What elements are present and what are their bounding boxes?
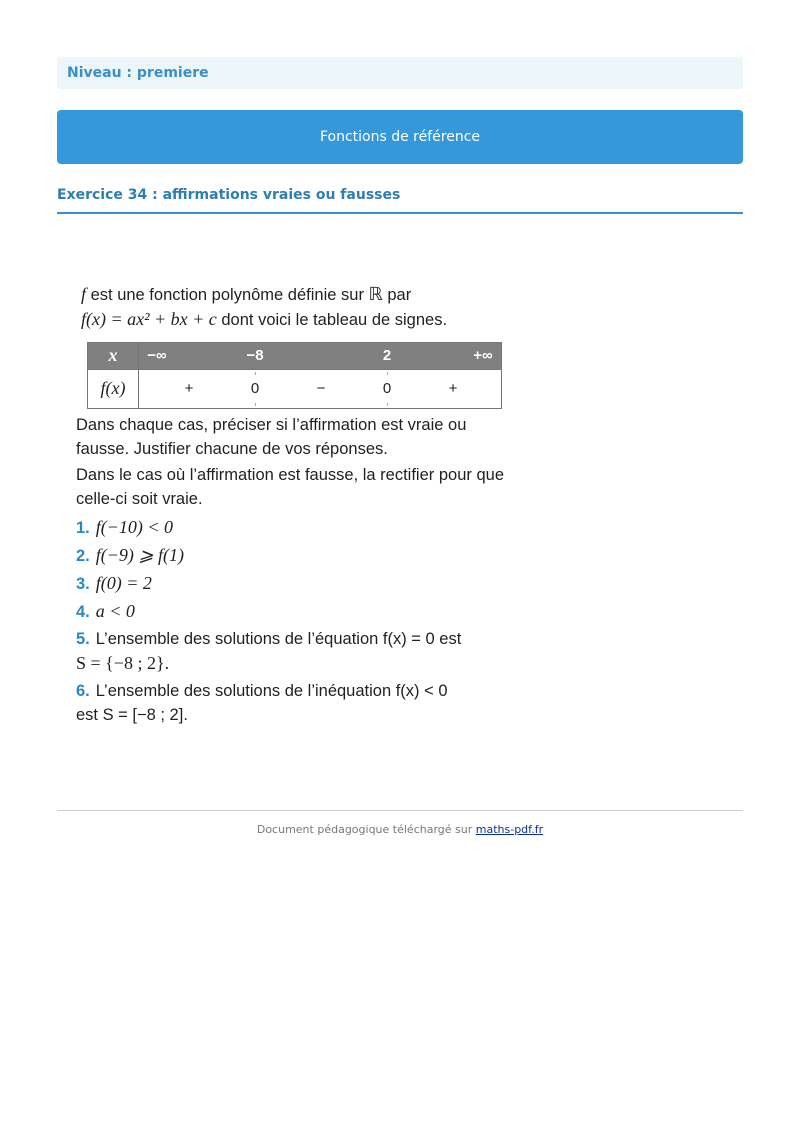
footer-link[interactable]: maths-pdf.fr bbox=[475, 823, 544, 836]
x-value-2: 2 bbox=[382, 347, 392, 364]
footer-divider bbox=[57, 810, 743, 811]
sign-plus-2: + bbox=[448, 380, 458, 397]
intro-expression: f(x) = ax² + bx + c bbox=[81, 309, 217, 329]
x-value-minus-8: −8 bbox=[246, 347, 264, 364]
intro-R: ℝ bbox=[368, 284, 383, 304]
sign-plus-1: + bbox=[184, 380, 194, 397]
instruction-2: Dans le cas où l’affirmation est fausse, la rectifier pour que celle-ci soit vraie. bbox=[76, 466, 504, 508]
instruction-1: Dans chaque cas, préciser si l’affirmation est vraie ou fausse. Justifier chacune de vos réponses. bbox=[76, 416, 467, 458]
intro-line-2 bbox=[76, 307, 516, 332]
sign-table bbox=[87, 342, 502, 409]
intro-par: par bbox=[382, 286, 412, 304]
footer-text: Document pédagogique téléchargé sur bbox=[256, 823, 476, 836]
exercise-title: Exercice 34 : affirmations vraies ou fausses bbox=[57, 184, 743, 214]
question-5-line-2: S = {−8 ; 2}. bbox=[76, 653, 170, 673]
sign-zero-1: 0 bbox=[250, 377, 260, 401]
sign-zero-2: 0 bbox=[382, 377, 392, 401]
x-value-minus-inf: −∞ bbox=[147, 347, 167, 364]
question-3: 3. f(0) = 2 bbox=[76, 573, 152, 593]
sign-table-f-label: f(x) bbox=[88, 370, 139, 409]
exercise-body bbox=[76, 282, 516, 727]
x-value-plus-inf: +∞ bbox=[473, 347, 493, 364]
question-6-line-2: est S = [−8 ; 2]. bbox=[76, 706, 188, 724]
sign-table-f-values bbox=[139, 370, 502, 409]
intro-text-2: dont voici le tableau de signes. bbox=[216, 311, 448, 329]
intro-f: f bbox=[81, 284, 87, 304]
intro-text-1: est une fonction polynôme définie sur bbox=[86, 286, 369, 304]
question-2: 2. f(−9) ⩾ f(1) bbox=[76, 545, 184, 565]
intro-line-1 bbox=[76, 282, 516, 307]
question-1: 1. f(−10) < 0 bbox=[76, 517, 174, 537]
footer bbox=[0, 823, 800, 836]
sign-table-x-values bbox=[139, 343, 502, 370]
question-6: 6. L’ensemble des solutions de l’inéquation f(x) < 0 bbox=[76, 682, 448, 700]
chapter-banner: Fonctions de référence bbox=[57, 110, 743, 164]
level-label: Niveau : premiere bbox=[57, 57, 743, 89]
sign-minus: − bbox=[316, 380, 326, 397]
sign-table-x-label: x bbox=[88, 343, 139, 370]
question-4: 4. a < 0 bbox=[76, 601, 135, 621]
question-5: 5. L’ensemble des solutions de l’équation f(x) = 0 est bbox=[76, 630, 462, 648]
